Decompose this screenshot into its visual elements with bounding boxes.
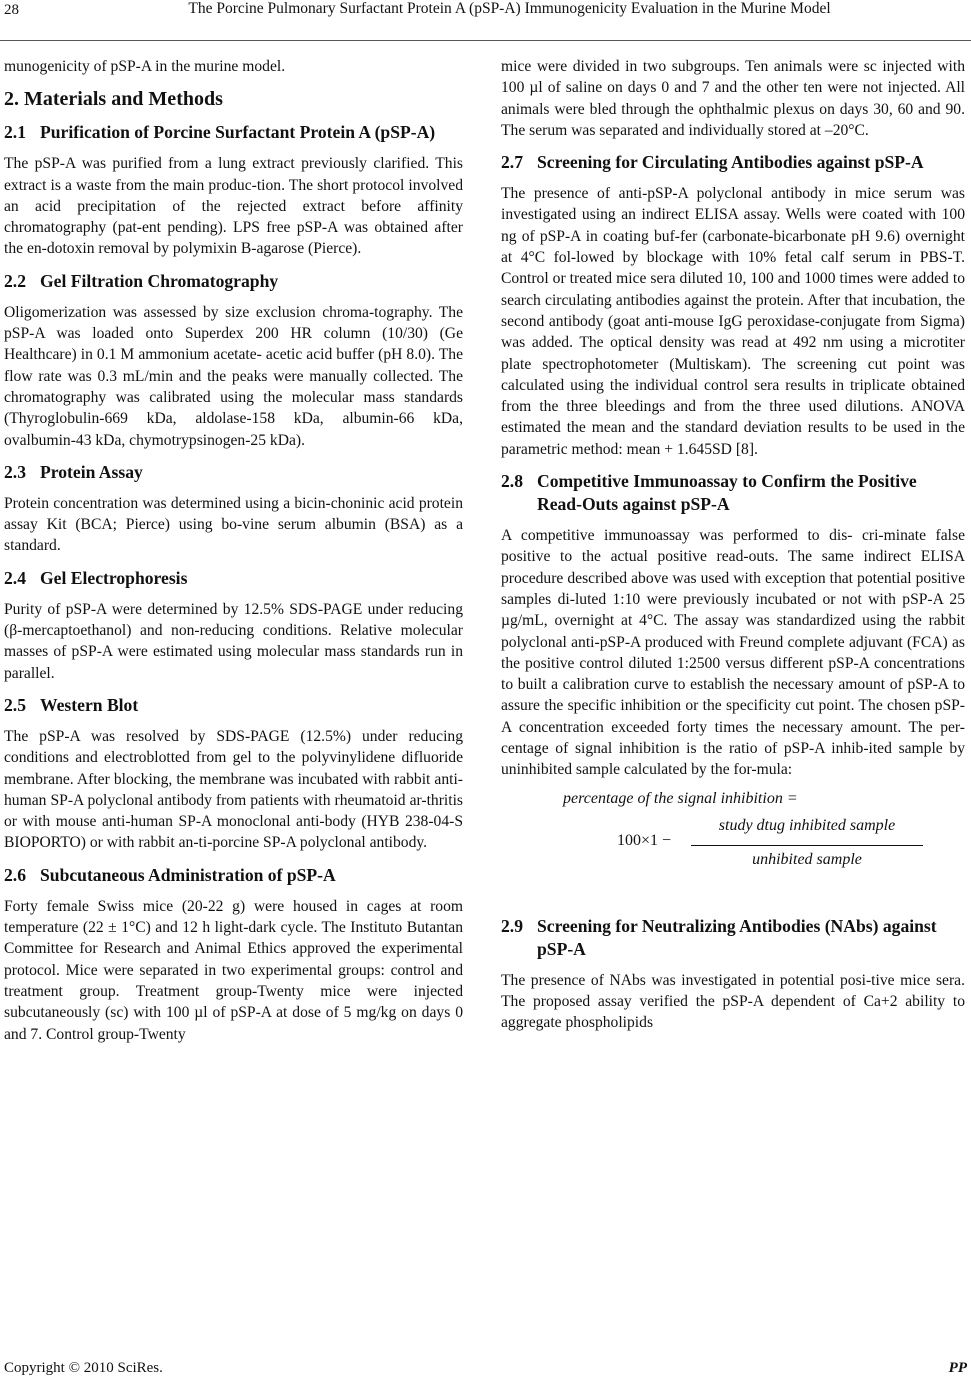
- inhibition-formula: [501, 787, 965, 905]
- heading-number: 2.8: [501, 471, 523, 492]
- formula-numerator: study dtug inhibited sample: [718, 816, 896, 834]
- intro-tail: munogenicity of pSP-A in the murine model.: [4, 58, 286, 75]
- page-header: [0, 0, 971, 41]
- section-title: 2. Materials and Methods: [4, 88, 223, 111]
- heading-text: Gel Filtration Chromatography: [40, 270, 279, 291]
- heading-text: Screening for Circulating Antibodies against pSP-A: [537, 152, 924, 173]
- heading-text: Subcutaneous Administration of pSP-A: [40, 864, 336, 885]
- fraction-bar: [691, 845, 923, 846]
- heading-number: 2.1: [4, 122, 26, 143]
- paragraph-2-7: The presence of anti-pSP-A polyclonal antibody in mice serum was investigated using an indirect ELISA assay. Wells were coated with 100 ng of pSP-A in coating buf-fer (carbonate-bicarbonate pH 9.6) overnight at 4°C fol-lowed by blockage with 10% fetal calf serum in PBS-T. Control or treated mice sera diluted 10, 100 and 1000 times were added to search circulating antibodies against the protein. After that incubation, the second antibody (goat anti-mouse IgG peroxidase-conjugate from Sigma) was added. The optical density was read at 492 nm using a microtiter plate spectrophotometer (Multiskam). The screening cut point was calculated using the individual control sera results in triplicate obtained from the three bleedings and from the three used dilutions. ANOVA estimated the mean and the standard deviation results to be used in the parametric method: mean + 1.645SD [8].: [501, 185, 965, 458]
- journal-abbreviation: PP: [948, 1360, 967, 1376]
- heading-2-9: [501, 915, 965, 961]
- heading-text: Western Blot: [40, 694, 139, 715]
- formula-prefix: 100×1 −: [617, 831, 672, 849]
- formula-lhs: percentage of the signal inhibition =: [563, 789, 798, 807]
- copyright-notice: Copyright © 2010 SciRes.: [4, 1360, 163, 1376]
- heading-text: Competitive Immunoassay to Confirm the Positive Read-Outs against pSP-A: [537, 471, 917, 515]
- paragraph-2-6: Forty female Swiss mice (20-22 g) were housed in cages at room temperature (22 ± 1°C) and 12 h light-dark cycle. The Instituto Butantan Committee for Research and Animal Ethics approved the experimental protocol. Mice were separated in two experimental groups: control and treatment group. Treatment group-Twenty mice were injected subcutaneously (sc) with 100 µl of pSP-A at dose of 5 mg/kg on days 0 and 7. Control group-Twenty: [4, 897, 463, 1043]
- heading-number: 2.5: [4, 694, 26, 715]
- heading-2-1: [4, 121, 463, 144]
- right-column: [501, 56, 965, 1034]
- heading-text: Protein Assay: [40, 461, 143, 482]
- heading-2-8: [501, 470, 965, 516]
- paragraph-2-9: The presence of NAbs was investigated in potential posi-tive mice sera. The proposed assay verified the pSP-A dependent of Ca+2 ability to aggregate phospholipids: [501, 971, 965, 1032]
- heading-number: 2.2: [4, 270, 26, 291]
- heading-number: 2.7: [501, 152, 523, 173]
- heading-text: Purification of Porcine Surfactant Protein A (pSP-A): [40, 122, 436, 143]
- heading-number: 2.4: [4, 567, 26, 588]
- paragraph-2-3: Protein concentration was determined using a bicin-choninic acid protein assay Kit (BCA; Pierce) using bo-vine serum albumin (BSA) as a standard.: [4, 494, 463, 555]
- left-column: [4, 56, 463, 1045]
- paragraph-2-4: Purity of pSP-A were determined by 12.5% SDS-PAGE under reducing (β-mercaptoethanol) and non-reducing conditions. Relative molecular masses of pSP-A were estimated using molecular mass standards run in parallel.: [4, 600, 463, 682]
- paragraph-2-2: Oligomerization was assessed by size exclusion chroma-tography. The pSP-A was loaded onto Superdex 200 HR column (10/30) (Ge Healthcare) in 0.1 M ammonium acetate- acetic acid buffer (pH 8.0). The flow rate was 0.3 mL/min and the peaks were manually collected. The chromatography was calibrated using the molecular mass standards (Thyroglobulin-669 kDa, aldolase-158 kDa, albumin-66 kDa, ovalbumin-43 kDa, chymotrypsinogen-25 kDa).: [4, 303, 463, 449]
- paragraph-2-8: A competitive immunoassay was performed to dis- cri-minate false positive to the actual positive read-outs. The same indirect ELISA procedure described above was used with exception that potential positive samples di-luted 1:10 were previously incubated or not with pSP-A 25 µg/mL, overnight at 4°C. The assay was standardized using the rabbit polyclonal anti-pSP-A produced with Freund complete adjuvant (FCA) as the positive control diluted 1:2500 versus different pSP-A concentrations to built a calibration curve to establish the necessary amount of pSP-A to assure the specific inhibition or the specificity cut point. The chosen pSP-A concentration exceeded forty times the necessary amount. The per-centage of signal inhibition is the ratio of pSP-A inhib-ited sample by uninhibited sample calculated by the for-mula:: [501, 527, 965, 779]
- heading-2-5: [4, 694, 463, 717]
- formula-denominator: unhibited sample: [752, 850, 862, 868]
- heading-number: 2.6: [4, 864, 26, 885]
- paragraph-2-5: The pSP-A was resolved by SDS-PAGE (12.5%) under reducing conditions and electroblotted from gel to the polyvinylidene difluoride membrane. After blocking, the membrane was incubated with rabbit anti-human SP-A polyclonal antibody from patients with rheumatoid ar-thritis or with mouse anti-human SP-A monoclonal anti-body (HYB 238-04-S BIOPORTO) or with rabbit an-ti-porcine SP-A polyclonal antibody.: [4, 727, 463, 852]
- heading-text: Gel Electrophoresis: [40, 567, 188, 588]
- paragraph-2-1: The pSP-A was purified from a lung extract previously clarified. This extract is a waste from the main produc-tion. The short protocol involved an acid precipitation of the rejected extract before affinity chromatography (pat-ent pending). LPS free pSP-A was obtained after the en-dotoxin removal by polymixin B-agarose (Pierce).: [4, 155, 463, 258]
- heading-2-4: [4, 567, 463, 590]
- heading-number: 2.3: [4, 461, 26, 482]
- heading-2-2: [4, 270, 463, 293]
- heading-2-7: [501, 151, 965, 174]
- page-number: 28: [4, 2, 19, 18]
- heading-text: Screening for Neutralizing Antibodies (NAbs) against pSP-A: [537, 915, 937, 959]
- heading-2-3: [4, 461, 463, 484]
- heading-number: 2.9: [501, 915, 523, 936]
- running-title: The Porcine Pulmonary Surfactant Protein A (pSP-A) Immunogenicity Evaluation in the Murine Model: [188, 0, 831, 17]
- paragraph-2-6-continued: mice were divided in two subgroups. Ten animals were sc injected with 100 µl of saline on days 0 and 7 and the other ten were not injected. All animals were bled through the ophthalmic plexus on days 30, 60 and 90. The serum was separated and individually stored at –20°C.: [501, 58, 965, 139]
- heading-2-6: [4, 864, 463, 887]
